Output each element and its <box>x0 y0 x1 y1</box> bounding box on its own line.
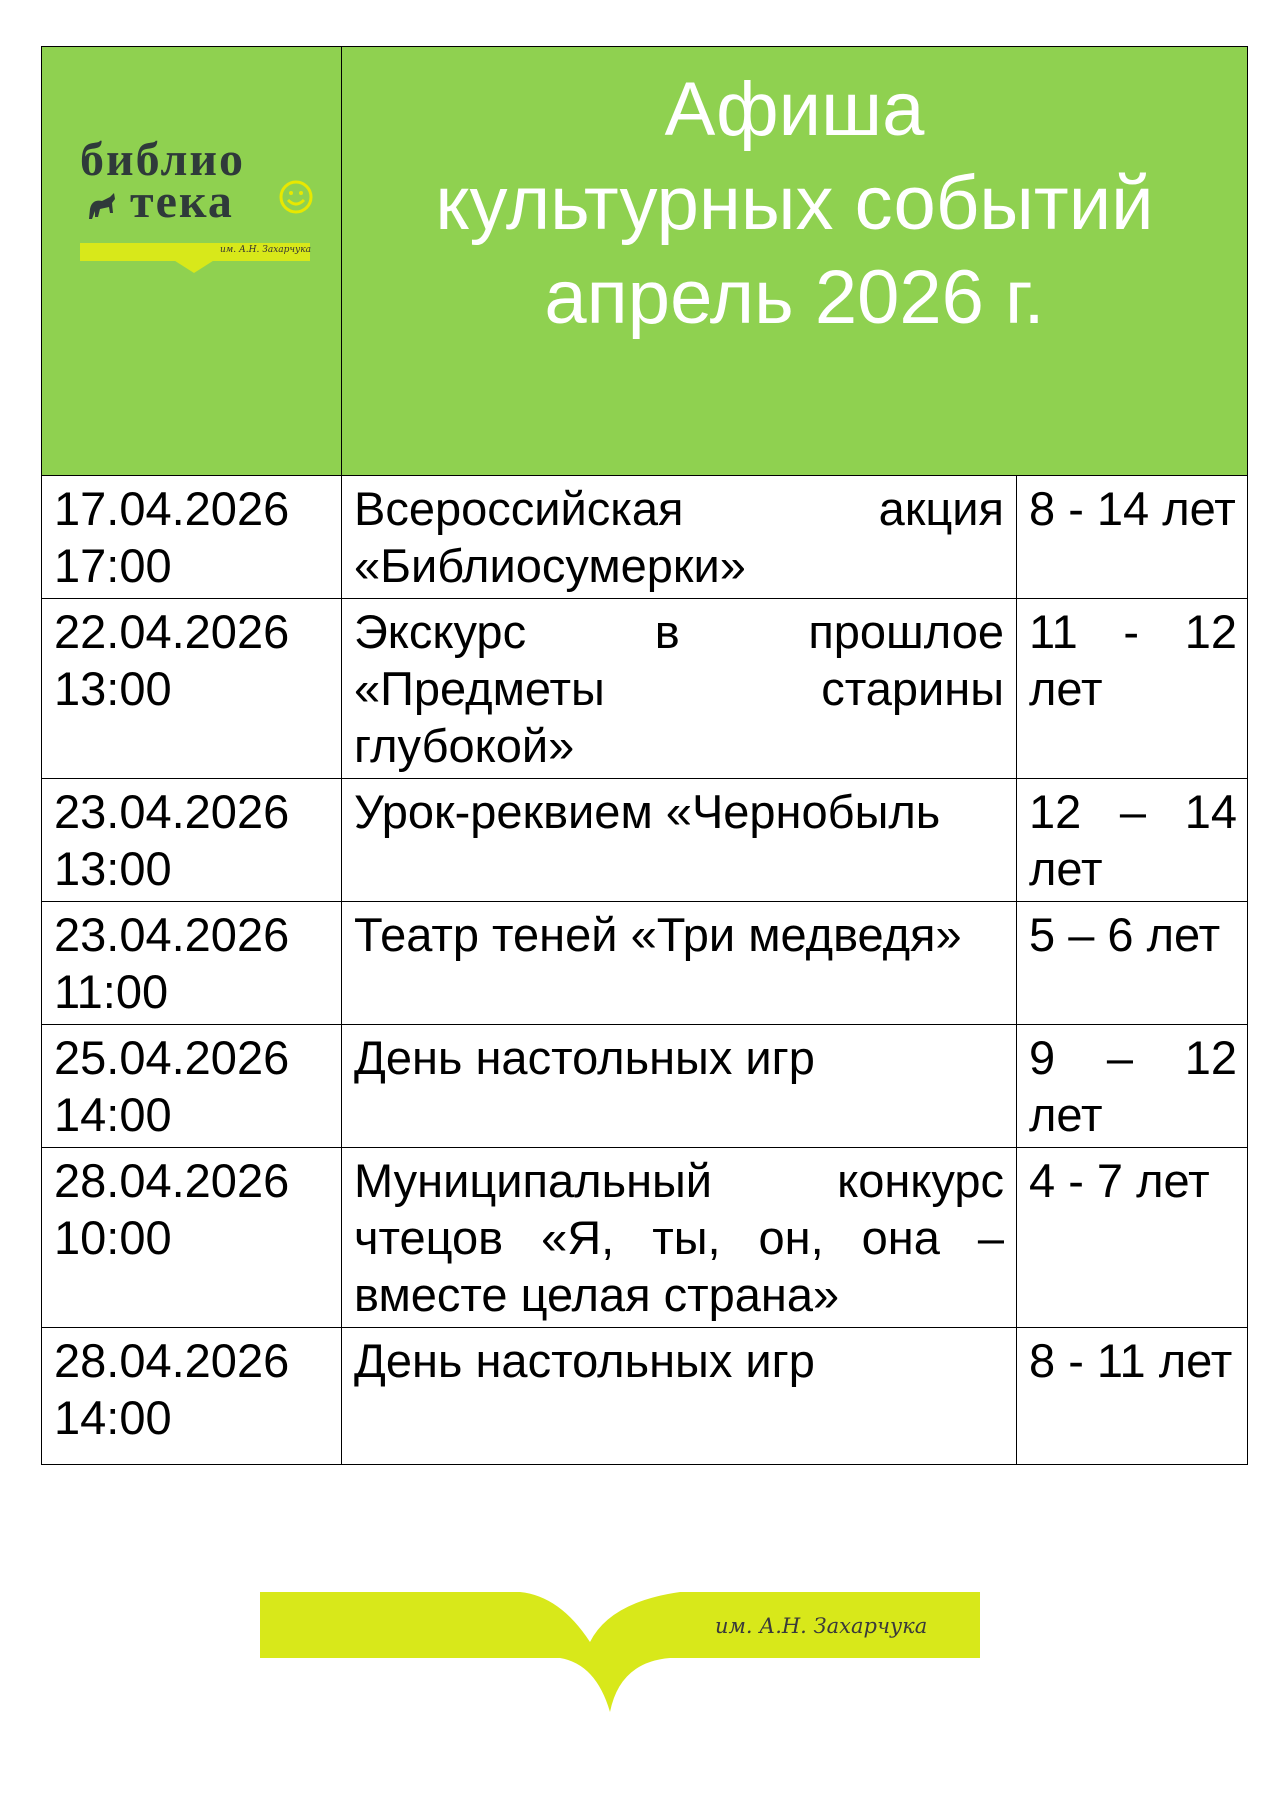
event-datetime <box>42 902 342 1025</box>
book-ribbon-graphic <box>260 1592 980 1712</box>
logo-ribbon-tip <box>172 259 216 273</box>
event-date: 23.04.2026 <box>54 785 290 838</box>
event-datetime <box>42 1025 342 1148</box>
event-date: 22.04.2026 <box>54 605 290 658</box>
event-row <box>42 1148 1248 1328</box>
event-title: День настольных игр <box>342 1328 1017 1465</box>
logo-word-1: библио <box>80 133 246 186</box>
event-datetime <box>42 476 342 599</box>
title-line-3: апрель 2026 г. <box>544 255 1045 340</box>
smiley-icon <box>278 179 314 215</box>
event-time: 10:00 <box>54 1211 172 1264</box>
ribbon-caption: им. А.Н. Захарчука <box>715 1614 928 1638</box>
event-age: 12 – 14 лет <box>1017 779 1248 902</box>
title-line-1: Афиша <box>664 67 925 152</box>
event-date: 23.04.2026 <box>54 908 290 961</box>
poster-title <box>342 47 1248 476</box>
event-title: Всероссийская акция «Библиосумерки» <box>342 476 1017 599</box>
event-datetime <box>42 1328 342 1465</box>
event-age: 5 – 6 лет <box>1017 902 1248 1025</box>
event-row <box>42 1025 1248 1148</box>
event-time: 17:00 <box>54 539 172 592</box>
event-date: 17.04.2026 <box>54 482 290 535</box>
event-date: 28.04.2026 <box>54 1154 290 1207</box>
event-age: 9 – 12 лет <box>1017 1025 1248 1148</box>
event-datetime <box>42 599 342 779</box>
logo-cell <box>42 47 342 476</box>
event-row <box>42 779 1248 902</box>
event-date: 28.04.2026 <box>54 1334 290 1387</box>
event-title: Экскурс в прошлое «Предметы старины глубокой» <box>342 599 1017 779</box>
events-table <box>41 46 1248 1465</box>
event-time: 13:00 <box>54 662 172 715</box>
event-age: 8 - 11 лет <box>1017 1328 1248 1465</box>
event-row <box>42 476 1248 599</box>
event-datetime <box>42 1148 342 1328</box>
event-title: Урок-реквием «Чернобыль <box>342 779 1017 902</box>
logo-word-2: тека <box>130 175 234 228</box>
event-row <box>42 599 1248 779</box>
event-title: Театр теней «Три медведя» <box>342 902 1017 1025</box>
event-title: День настольных игр <box>342 1025 1017 1148</box>
event-age: 11 - 12 лет <box>1017 599 1248 779</box>
event-time: 14:00 <box>54 1391 172 1444</box>
event-age: 8 - 14 лет <box>1017 476 1248 599</box>
header-row <box>42 47 1248 476</box>
events-poster <box>41 46 1247 1465</box>
event-row <box>42 902 1248 1025</box>
event-row <box>42 1328 1248 1465</box>
logo-subtitle: им. А.Н. Захарчука <box>220 245 311 255</box>
event-time: 11:00 <box>54 965 169 1018</box>
title-line-2: культурных событий <box>435 161 1154 246</box>
event-time: 14:00 <box>54 1088 172 1141</box>
library-logo <box>80 135 320 265</box>
event-title: Муниципальный конкурс чтецов «Я, ты, он, она – вместе целая страна» <box>342 1148 1017 1328</box>
goat-icon <box>82 187 122 227</box>
event-age: 4 - 7 лет <box>1017 1148 1248 1328</box>
event-date: 25.04.2026 <box>54 1031 290 1084</box>
event-datetime <box>42 779 342 902</box>
event-time: 13:00 <box>54 842 172 895</box>
